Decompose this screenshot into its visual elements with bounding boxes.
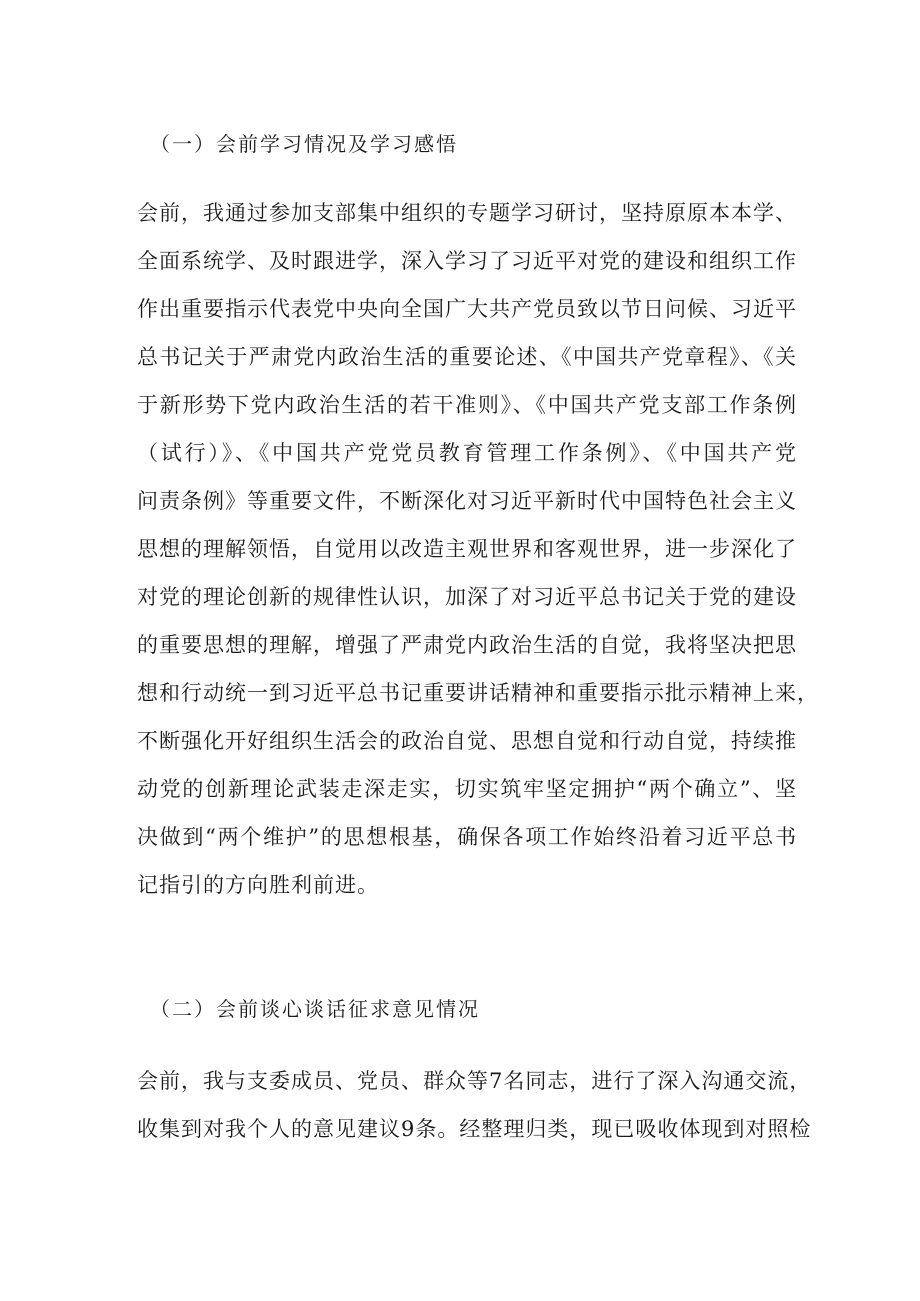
paragraph-line: （试行）》、《中国共产党党员教育管理工作条例》、《中国共产党 <box>137 441 797 465</box>
paragraph-line: 于新形势下党内政治生活的若干准则》、《中国共产党支部工作条例 <box>137 393 797 417</box>
paragraph-line: 想和行动统一到习近平总书记重要讲话精神和重要指示批示精神上来， <box>137 681 819 705</box>
paragraph-line: 不断强化开好组织生活会的政治自觉、思想自觉和行动自觉，持续推 <box>137 729 797 753</box>
paragraph-line: 全面系统学、及时跟进学，深入学习了习近平对党的建设和组织工作 <box>137 249 797 273</box>
paragraph-line: 收集到对我个人的意见建议9条。经整理归类，现已吸收体现到对照检 <box>137 1117 812 1141</box>
section-heading-2: （二）会前谈心谈话征求意见情况 <box>150 997 480 1021</box>
paragraph-line: 会前，我通过参加支部集中组织的专题学习研讨，坚持原原本本学、 <box>137 201 797 225</box>
paragraph-line: 思想的理解领悟，自觉用以改造主观世界和客观世界，进一步深化了 <box>137 537 797 561</box>
section-heading-1: （一）会前学习情况及学习感悟 <box>150 132 458 156</box>
paragraph-2 <box>137 1064 812 1160</box>
paragraph-line: 对党的理论创新的规律性认识，加深了对习近平总书记关于党的建设 <box>137 585 797 609</box>
paragraph-line: 会前，我与支委成员、党员、群众等7名同志，进行了深入沟通交流， <box>137 1069 812 1093</box>
paragraph-1 <box>137 196 819 916</box>
paragraph-line: 总书记关于严肃党内政治生活的重要论述、《中国共产党章程》、《关 <box>137 345 797 369</box>
paragraph-line: 动党的创新理论武装走深走实，切实筑牢坚定拥护“两个确立”、坚 <box>137 777 797 801</box>
paragraph-line: 记指引的方向胜利前进。 <box>137 873 379 897</box>
paragraph-line: 作出重要指示代表党中央向全国广大共产党员致以节日问候、习近平 <box>137 297 797 321</box>
paragraph-line: 的重要思想的理解，增强了严肃党内政治生活的自觉，我将坚决把思 <box>137 633 797 657</box>
paragraph-line: 问责条例》等重要文件，不断深化对习近平新时代中国特色社会主义 <box>137 489 797 513</box>
paragraph-line: 决做到“两个维护”的思想根基，确保各项工作始终沿着习近平总书 <box>137 825 797 849</box>
